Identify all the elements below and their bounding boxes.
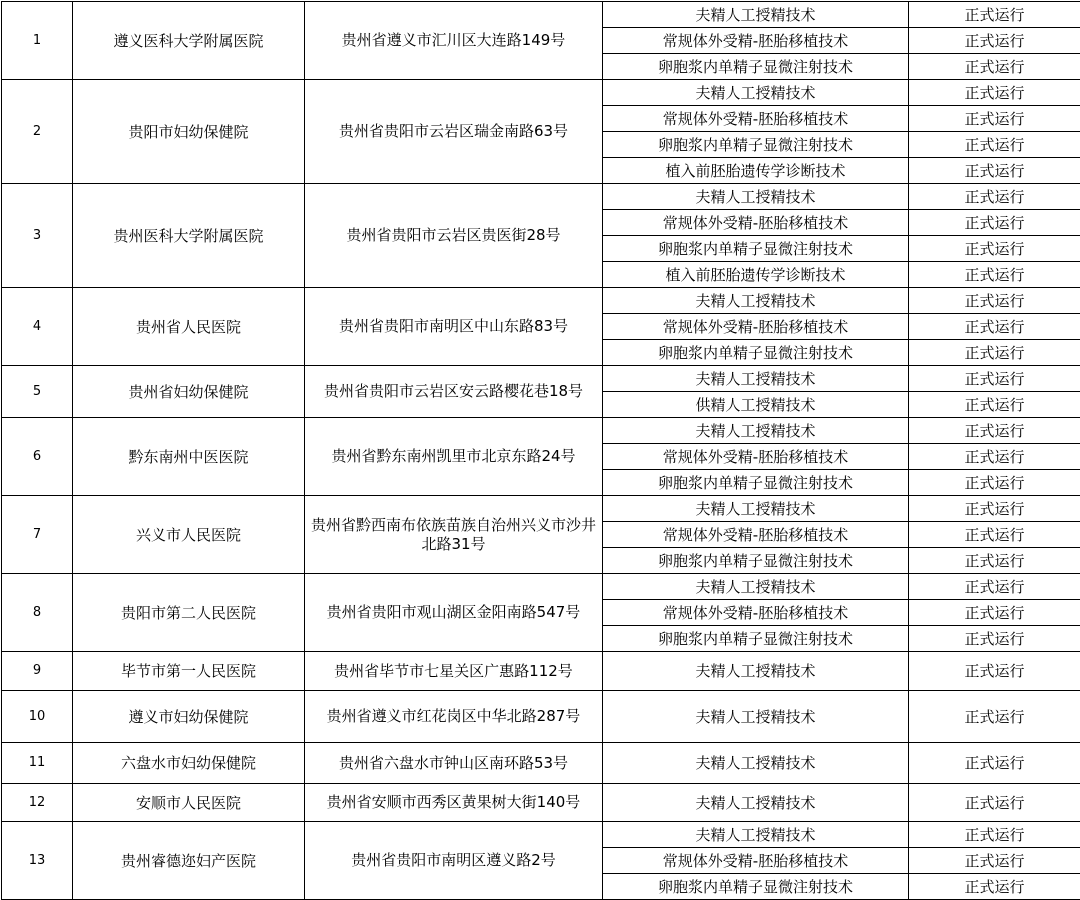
- row-number: 10: [2, 691, 73, 743]
- technology-status: 正式运行: [909, 626, 1080, 652]
- hospital-name: 六盘水市妇幼保健院: [73, 743, 305, 784]
- table-row: [2, 652, 1080, 691]
- hospital-name: 毕节市第一人民医院: [73, 652, 305, 691]
- table-row: [2, 80, 1080, 106]
- technology-name: 卵胞浆内单精子显微注射技术: [603, 874, 909, 900]
- technology-status: 正式运行: [909, 743, 1080, 784]
- hospital-address: 贵州省贵阳市云岩区瑞金南路63号: [305, 80, 603, 184]
- technology-name: 夫精人工授精技术: [603, 691, 909, 743]
- table-row: [2, 691, 1080, 743]
- technology-name: 卵胞浆内单精子显微注射技术: [603, 54, 909, 80]
- technology-name: 常规体外受精-胚胎移植技术: [603, 314, 909, 340]
- table-row: [2, 2, 1080, 28]
- row-number: 6: [2, 418, 73, 496]
- table-row: [2, 184, 1080, 210]
- hospital-address: 贵州省贵阳市南明区中山东路83号: [305, 288, 603, 366]
- row-number: 11: [2, 743, 73, 784]
- technology-name: 夫精人工授精技术: [603, 496, 909, 522]
- hospital-address: 贵州省贵阳市观山湖区金阳南路547号: [305, 574, 603, 652]
- technology-status: 正式运行: [909, 210, 1080, 236]
- hospital-address: 贵州省贵阳市南明区遵义路2号: [305, 822, 603, 900]
- technology-status: 正式运行: [909, 652, 1080, 691]
- technology-name: 卵胞浆内单精子显微注射技术: [603, 132, 909, 158]
- technology-status: 正式运行: [909, 366, 1080, 392]
- table-row: [2, 288, 1080, 314]
- hospital-address: 贵州省遵义市红花岗区中华北路287号: [305, 691, 603, 743]
- row-number: 4: [2, 288, 73, 366]
- technology-status: 正式运行: [909, 2, 1080, 28]
- technology-name: 夫精人工授精技术: [603, 652, 909, 691]
- technology-name: 常规体外受精-胚胎移植技术: [603, 106, 909, 132]
- technology-name: 卵胞浆内单精子显微注射技术: [603, 626, 909, 652]
- technology-status: 正式运行: [909, 184, 1080, 210]
- hospital-name: 贵阳市妇幼保健院: [73, 80, 305, 184]
- technology-name: 常规体外受精-胚胎移植技术: [603, 522, 909, 548]
- table-row: [2, 366, 1080, 392]
- technology-status: 正式运行: [909, 496, 1080, 522]
- technology-status: 正式运行: [909, 470, 1080, 496]
- technology-name: 夫精人工授精技术: [603, 2, 909, 28]
- hospital-name: 贵州医科大学附属医院: [73, 184, 305, 288]
- row-number: 3: [2, 184, 73, 288]
- technology-status: 正式运行: [909, 444, 1080, 470]
- technology-name: 卵胞浆内单精子显微注射技术: [603, 548, 909, 574]
- technology-status: 正式运行: [909, 236, 1080, 262]
- technology-name: 夫精人工授精技术: [603, 184, 909, 210]
- technology-status: 正式运行: [909, 262, 1080, 288]
- technology-status: 正式运行: [909, 691, 1080, 743]
- hospital-name: 贵阳市第二人民医院: [73, 574, 305, 652]
- hospital-address: 贵州省安顺市西秀区黄果树大街140号: [305, 784, 603, 822]
- hospital-name: 贵州睿德迩妇产医院: [73, 822, 305, 900]
- technology-status: 正式运行: [909, 132, 1080, 158]
- technology-status: 正式运行: [909, 848, 1080, 874]
- technology-status: 正式运行: [909, 80, 1080, 106]
- technology-name: 夫精人工授精技术: [603, 822, 909, 848]
- technology-status: 正式运行: [909, 548, 1080, 574]
- technology-status: 正式运行: [909, 340, 1080, 366]
- hospital-name: 遵义市妇幼保健院: [73, 691, 305, 743]
- technology-status: 正式运行: [909, 418, 1080, 444]
- row-number: 1: [2, 2, 73, 80]
- hospital-address: 贵州省毕节市七星关区广惠路112号: [305, 652, 603, 691]
- technology-name: 夫精人工授精技术: [603, 288, 909, 314]
- table-row: [2, 574, 1080, 600]
- technology-status: 正式运行: [909, 822, 1080, 848]
- technology-name: 夫精人工授精技术: [603, 80, 909, 106]
- technology-name: 卵胞浆内单精子显微注射技术: [603, 470, 909, 496]
- technology-status: 正式运行: [909, 28, 1080, 54]
- technology-name: 供精人工授精技术: [603, 392, 909, 418]
- hospital-address: 贵州省遵义市汇川区大连路149号: [305, 2, 603, 80]
- technology-status: 正式运行: [909, 392, 1080, 418]
- hospital-name: 安顺市人民医院: [73, 784, 305, 822]
- row-number: 7: [2, 496, 73, 574]
- technology-status: 正式运行: [909, 784, 1080, 822]
- row-number: 9: [2, 652, 73, 691]
- technology-name: 夫精人工授精技术: [603, 366, 909, 392]
- table-row: [2, 418, 1080, 444]
- technology-status: 正式运行: [909, 522, 1080, 548]
- technology-name: 植入前胚胎遗传学诊断技术: [603, 262, 909, 288]
- row-number: 12: [2, 784, 73, 822]
- technology-name: 常规体外受精-胚胎移植技术: [603, 28, 909, 54]
- technology-status: 正式运行: [909, 288, 1080, 314]
- technology-name: 卵胞浆内单精子显微注射技术: [603, 340, 909, 366]
- technology-status: 正式运行: [909, 574, 1080, 600]
- row-number: 13: [2, 822, 73, 900]
- technology-status: 正式运行: [909, 600, 1080, 626]
- table-body: [2, 2, 1080, 900]
- technology-name: 卵胞浆内单精子显微注射技术: [603, 236, 909, 262]
- technology-name: 夫精人工授精技术: [603, 418, 909, 444]
- row-number: 8: [2, 574, 73, 652]
- technology-status: 正式运行: [909, 314, 1080, 340]
- technology-name: 夫精人工授精技术: [603, 574, 909, 600]
- table-row: [2, 743, 1080, 784]
- hospital-name: 黔东南州中医医院: [73, 418, 305, 496]
- technology-name: 常规体外受精-胚胎移植技术: [603, 444, 909, 470]
- technology-name: 夫精人工授精技术: [603, 743, 909, 784]
- technology-name: 常规体外受精-胚胎移植技术: [603, 600, 909, 626]
- hospital-name: 遵义医科大学附属医院: [73, 2, 305, 80]
- hospital-address: 贵州省黔西南布依族苗族自治州兴义市沙井北路31号: [305, 496, 603, 574]
- hospital-address: 贵州省黔东南州凯里市北京东路24号: [305, 418, 603, 496]
- row-number: 2: [2, 80, 73, 184]
- row-number: 5: [2, 366, 73, 418]
- technology-name: 植入前胚胎遗传学诊断技术: [603, 158, 909, 184]
- technology-status: 正式运行: [909, 106, 1080, 132]
- hospital-address: 贵州省贵阳市云岩区安云路樱花巷18号: [305, 366, 603, 418]
- table-row: [2, 822, 1080, 848]
- hospital-name: 贵州省妇幼保健院: [73, 366, 305, 418]
- technology-status: 正式运行: [909, 54, 1080, 80]
- technology-status: 正式运行: [909, 874, 1080, 900]
- hospital-address: 贵州省六盘水市钟山区南环路53号: [305, 743, 603, 784]
- table-row: [2, 496, 1080, 522]
- hospital-name: 兴义市人民医院: [73, 496, 305, 574]
- hospital-technology-table: [1, 1, 1080, 900]
- hospital-name: 贵州省人民医院: [73, 288, 305, 366]
- technology-status: 正式运行: [909, 158, 1080, 184]
- hospital-address: 贵州省贵阳市云岩区贵医街28号: [305, 184, 603, 288]
- technology-name: 夫精人工授精技术: [603, 784, 909, 822]
- table-row: [2, 784, 1080, 822]
- technology-name: 常规体外受精-胚胎移植技术: [603, 848, 909, 874]
- technology-name: 常规体外受精-胚胎移植技术: [603, 210, 909, 236]
